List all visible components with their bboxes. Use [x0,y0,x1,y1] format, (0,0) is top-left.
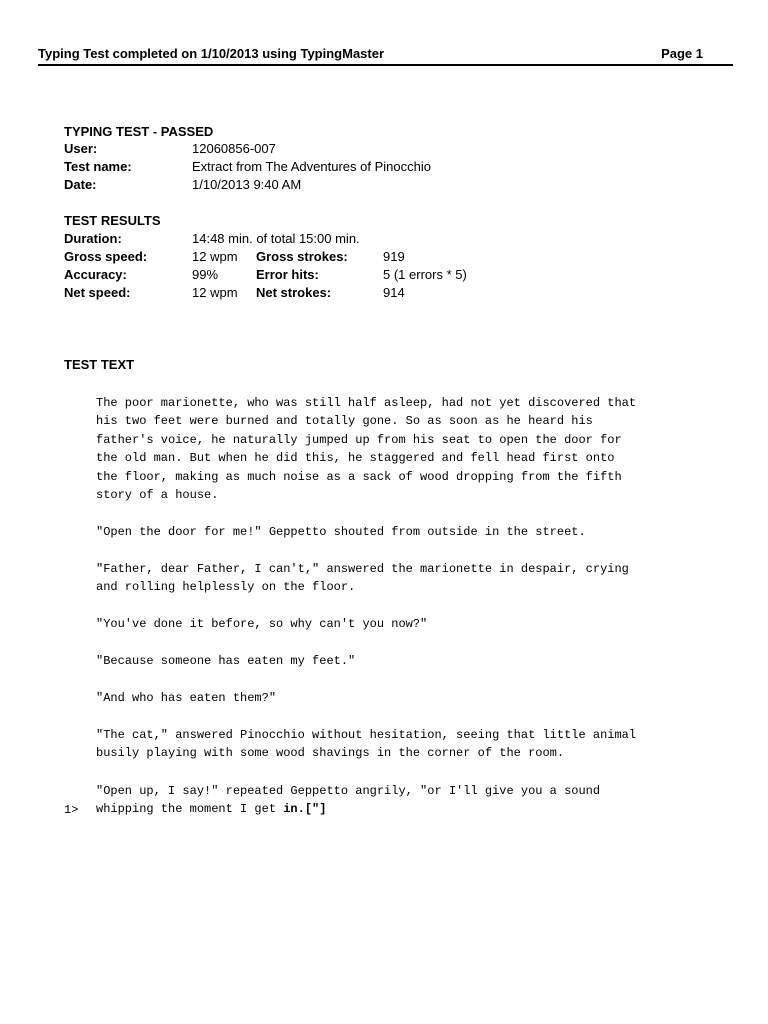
gross-speed-value: 12 wpm [192,249,238,264]
missing-char-mark: ["] [304,802,327,816]
text-paragraph-2: "Open the door for me!" Geppetto shouted from outside in the street. [96,525,586,539]
page-number: Page 1 [661,46,703,61]
gross-strokes-value: 919 [383,249,405,264]
text-paragraph-7: "The cat," answered Pinocchio without hesitation, seeing that little animal busily playing with some wood shavings in the corner of the room. [96,728,637,761]
test-results-heading: TEST RESULTS [64,213,161,228]
net-row [64,285,664,303]
test-text-heading: TEST TEXT [64,357,135,372]
error-hits-label: Error hits: [256,267,319,282]
duration-label: Duration: [64,231,122,246]
gross-row [64,249,664,267]
report-title: Typing Test completed on 1/10/2013 using TypingMaster [38,46,385,61]
error-word: in. [283,802,305,816]
user-label: User: [64,141,98,156]
accuracy-row [64,267,664,285]
user-row [64,141,664,159]
net-strokes-label: Net strokes: [256,285,332,300]
duration-value: 14:48 min. of total 15:00 min. [192,231,360,246]
net-speed-label: Net speed: [64,285,131,300]
gross-strokes-label: Gross strokes: [256,249,348,264]
date-value: 1/10/2013 9:40 AM [192,177,302,192]
test-name-value: Extract from The Adventures of Pinocchio [192,159,431,174]
net-strokes-value: 914 [383,285,405,300]
duration-row [64,231,664,249]
text-paragraph-6: "And who has eaten them?" [96,691,277,705]
date-row [64,177,664,195]
gross-speed-label: Gross speed: [64,249,148,264]
page-header [38,44,733,66]
accuracy-label: Accuracy: [64,267,127,282]
text-paragraph-4: "You've done it before, so why can't you now?" [96,617,428,631]
test-status-heading: TYPING TEST - PASSED [64,124,214,139]
text-paragraph-5: "Because someone has eaten my feet." [96,654,356,668]
net-speed-value: 12 wpm [192,285,238,300]
text-paragraph-8-line-2 [96,800,326,818]
error-marker: 1> [64,803,79,817]
accuracy-value: 99% [192,267,219,282]
final-line-text: whipping the moment I get [96,802,284,816]
text-paragraph-8-line-1: "Open up, I say!" repeated Geppetto angrily, "or I'll give you a sound [96,784,601,798]
text-paragraph-3: "Father, dear Father, I can't," answered the marionette in despair, crying and rolling helplessly on the floor. [96,562,629,595]
user-value: 12060856-007 [192,141,276,156]
test-name-row [64,159,664,177]
error-hits-value: 5 (1 errors * 5) [383,267,467,282]
test-name-label: Test name: [64,159,132,174]
date-label: Date: [64,177,97,192]
text-paragraph-1: The poor marionette, who was still half asleep, had not yet discovered that his two feet were burned and totally gone. So as soon as he heard his father's voice, he naturally jumped up from his seat to open the door for the old man. But when he did this, he staggered and fell head first onto the floor, making as much noise as a sack of wood dropping from the fifth story of a house. [96,396,637,503]
